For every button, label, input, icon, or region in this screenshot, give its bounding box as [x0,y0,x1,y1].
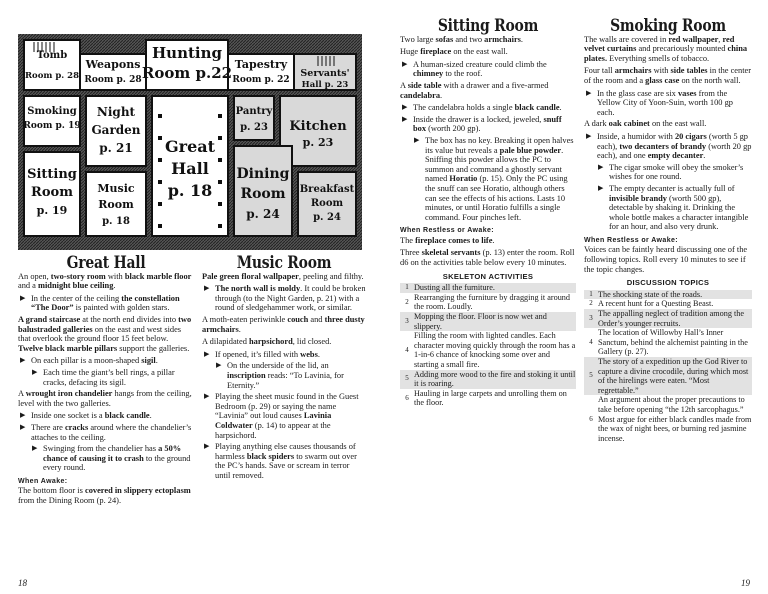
smoking-room-title: Smoking Room [610,16,726,36]
sitting-room-b3: ▶ Inside the drawer is a locked, jeweled, snuff box (worth 200 gp). [400,115,576,134]
page-number-right: 19 [741,578,750,588]
svg-text:Pantryp. 23: Pantry p. 23 [235,106,273,133]
table-row: 3 The appalling neglect of tradition among the Order’s younger recruits. [584,309,752,328]
svg-text:DiningRoomp. 24: Dining Room p. 24 [236,166,290,221]
discussion-topics-table [584,290,752,444]
table-row: 6 Hauling in large carpets and unrolling them on the floor. [405,388,567,408]
great-hall-b2: ▶ On each pillar is a moon-shaped sigil. [18,356,194,366]
sitting-room-b2: ▶ The candelabra holds a single black candle. [400,103,576,113]
music-room-b4: ▶ Playing anything else causes thousands of harmless black spiders to swarm out over the PC’s hands. Save or scream in terror until removed. [202,442,366,480]
smoking-room-p1: The walls are covered in red wallpaper, red velvet curtains and precariously mounted china plates. Everything smells of tobacco. [584,34,748,63]
great-hall-p3: A wrought iron chandelier hangs from the ceiling, level with the two galleries. [18,389,192,408]
table-row: 1 The shocking state of the roads. [584,290,752,300]
great-hall-title: Great Hall [66,253,146,273]
floor-plan-map [18,34,362,250]
table-row: 5 Adding more wood to the fire and stoking it until it is roaring. [400,370,576,389]
table-row: 3 Mopping the floor. Floor is now wet and slippery. [400,312,576,331]
svg-text:SittingRoomp. 19: Sitting Room p. 19 [27,167,77,217]
table-row: 5 The story of a expedition up the God River to capture a divine crocodile, during which most of the hirelings were eaten. “Most regrettable.” [584,357,752,395]
smoking-room-b2a: ▶ The cigar smoke will obey the smoker’s wishes for one round. [596,163,752,182]
map-label-tomb-1: Tomb [36,50,68,61]
sitting-room-p2: Huge fireplace on the east wall. [400,47,508,57]
sitting-room-p3: A side table with a drawer and a five-armed candelabra. [400,80,549,100]
music-room-p3: A dilapidated harpsichord, lid closed. [202,337,332,347]
great-hall-b2a: ▶ Each time the giant’s bell rings, a pillar cracks, defacing its sigil. [30,368,194,387]
svg-text:GreatHallp. 18: Great Hall p. 18 [164,137,216,200]
svg-text:Servants'Hall p. 23: Servants' Hall p. 23 [300,68,350,90]
sitting-room-p5: Three skeletal servants (p. 13) enter the room. Roll d6 on the activities table below every 10 minutes. [400,248,575,268]
smoking-room-section [584,16,752,443]
smoking-room-b2: ▶ Inside, a humidor with 20 cigars (worth 5 gp each), two decanters of brandy (worth 20 gp each), and one empty decanter. [584,132,752,161]
smoking-room-p3: A dark oak cabinet on the east wall. [584,119,707,129]
music-room-b2: ▶ If opened, it’s filled with webs. [202,350,366,360]
svg-text:Kitchenp. 23: Kitchen p. 23 [289,119,347,149]
great-hall-b3: ▶ Inside one socket is a black candle. [18,411,194,421]
great-hall-p4: The bottom floor is covered in slippery ectoplasm from the Dining Room (p. 24). [18,486,191,506]
discussion-topics-title: DISCUSSION TOPICS [626,278,710,288]
smoking-room-b2b: ▶ The empty decanter is actually full of invisible brandy (worth 500 gp), detectable by shaking it. Drinking the whole bottle makes a character intangible for an hour, and also very drunk. [596,184,752,232]
sitting-room-section [400,16,576,408]
map-tomb [24,40,80,90]
great-hall-b4a: ▶ Swinging from the chandelier has a 50% chance of causing it to crash to the ground every round. [30,444,194,473]
svg-text:SmokingRoom p. 19: Smoking Room p. 19 [23,106,81,131]
svg-text:BreakfastRoomp. 24: Breakfast Room p. 24 [299,184,355,223]
smoking-room-b1: ▶ In the glass case are six vases from the Yellow City of Yoon-Suin, worth 100 gp each. [584,89,752,118]
music-room-title: Music Room [236,253,332,273]
smoking-room-when: When Restless or Awake: [584,236,679,244]
svg-text:TapestryRoom p. 22: Tapestry Room p. 22 [232,58,290,85]
skeleton-activities-table [400,283,576,408]
svg-text:MusicRoomp. 18: Music Room p. 18 [97,182,135,227]
sitting-room-title: Sitting Room [437,16,539,36]
svg-text:TombRoom p. 28: Tomb Room p. 28 [24,50,80,81]
smoking-room-p4: Voices can be faintly heard discussing one of the following topics. Roll every 10 minutes to see if the topic changes. [584,245,748,274]
smoking-room-p2: Four tall armchairs with side tables in the center of the room and a glass case on the north wall. [584,66,752,85]
table-row: 4 The location of Willowby Hall’s Inner Sanctum, behind the alchemist painting in the Gallery (p. 27). [589,328,748,357]
table-row: 2 A recent hunt for a Questing Beast. [589,299,714,309]
great-hall-when-awake: When Awake: [18,477,68,485]
table-row: 6 An argument about the proper precautions to take before opening “the 12th sarcophagus.” Most argue for either black candles made from the wax of night bees, or burning red jasmine incense. [589,395,752,443]
table-row: 2 Rearranging the furniture by dragging it around the room. Loudly. [405,292,570,312]
great-hall-b1: ▶ In the center of the ceiling the constellation “The Door” is painted with golden stars. [18,294,194,313]
music-room-section [202,253,366,482]
sitting-room-p4: The fireplace comes to life. [400,235,495,245]
great-hall-p2: A grand staircase at the north end divides into two balustraded galleries on the east and west sides that overlook the ground floor 15 feet below. Twelve black marble pillars support the galleries. [18,314,192,353]
table-row: 1 Dusting all the furniture. [400,283,576,293]
skeleton-activities-title: SKELETON ACTIVITIES [442,271,534,281]
svg-text:NightGardenp. 21: Night Garden p. 21 [91,105,141,155]
music-room-b3: ▶ Playing the sheet music found in the Guest Bedroom (p. 29) or saying the name “Lavinia” out loud causes Lavinia Coldwater (p. 14) to appear at the harpsichord. [202,392,366,440]
page-number-left: 18 [18,578,27,588]
great-hall-b4: ▶ There are cracks around where the chandelier’s attaches to the ceiling. [18,423,194,442]
table-row: 4 Filling the room with lighted candles. Each character moving quickly through the room has a 1-in-6 chance of knocking some over and starting a small fire. [405,331,576,369]
svg-text:HuntingRoom p.22: Hunting Room p.22 [141,44,233,82]
sitting-room-p1: Two large sofas and two armchairs. [400,34,524,44]
sitting-room-b1: ▶ A human-sized creature could climb the chimney to the roof. [400,60,576,79]
music-room-p2: A moth-eaten periwinkle couch and three dusty armchairs. [202,314,365,334]
music-room-b1: ▶ The north wall is moldy. It could be broken through (to the Night Garden, p. 21) with a round of sledgehammer work, or similar. [202,284,366,313]
great-hall-p1: An open, two-story room with black marble floor and a midnight blue ceiling. [18,271,192,291]
sitting-room-b3a: ▶ The box has no key. Breaking it open halves its value but reveals a pale blue powder. Sniffing this powder allows the PC to summon and command a ghostly servant named Horatio (p. 15). Only the PC using the snuff can see Horatio, although others can see the effects of his actions. Lasts 10 minutes, or until Horatio fulfills a single command. Four pinches left. [412,136,576,222]
map-pantry [234,96,274,140]
music-room-p1: Pale green floral wallpaper, peeling and filthy. [202,271,364,281]
music-room-b2a: ▶ On the underside of the lid, an inscription reads: “To Lavinia, for Eternity.” [214,361,366,390]
great-hall-section [18,253,194,509]
sitting-room-when: When Restless or Awake: [400,227,495,235]
svg-text:WeaponsRoom p. 28: Weapons Room p. 28 [84,58,142,85]
